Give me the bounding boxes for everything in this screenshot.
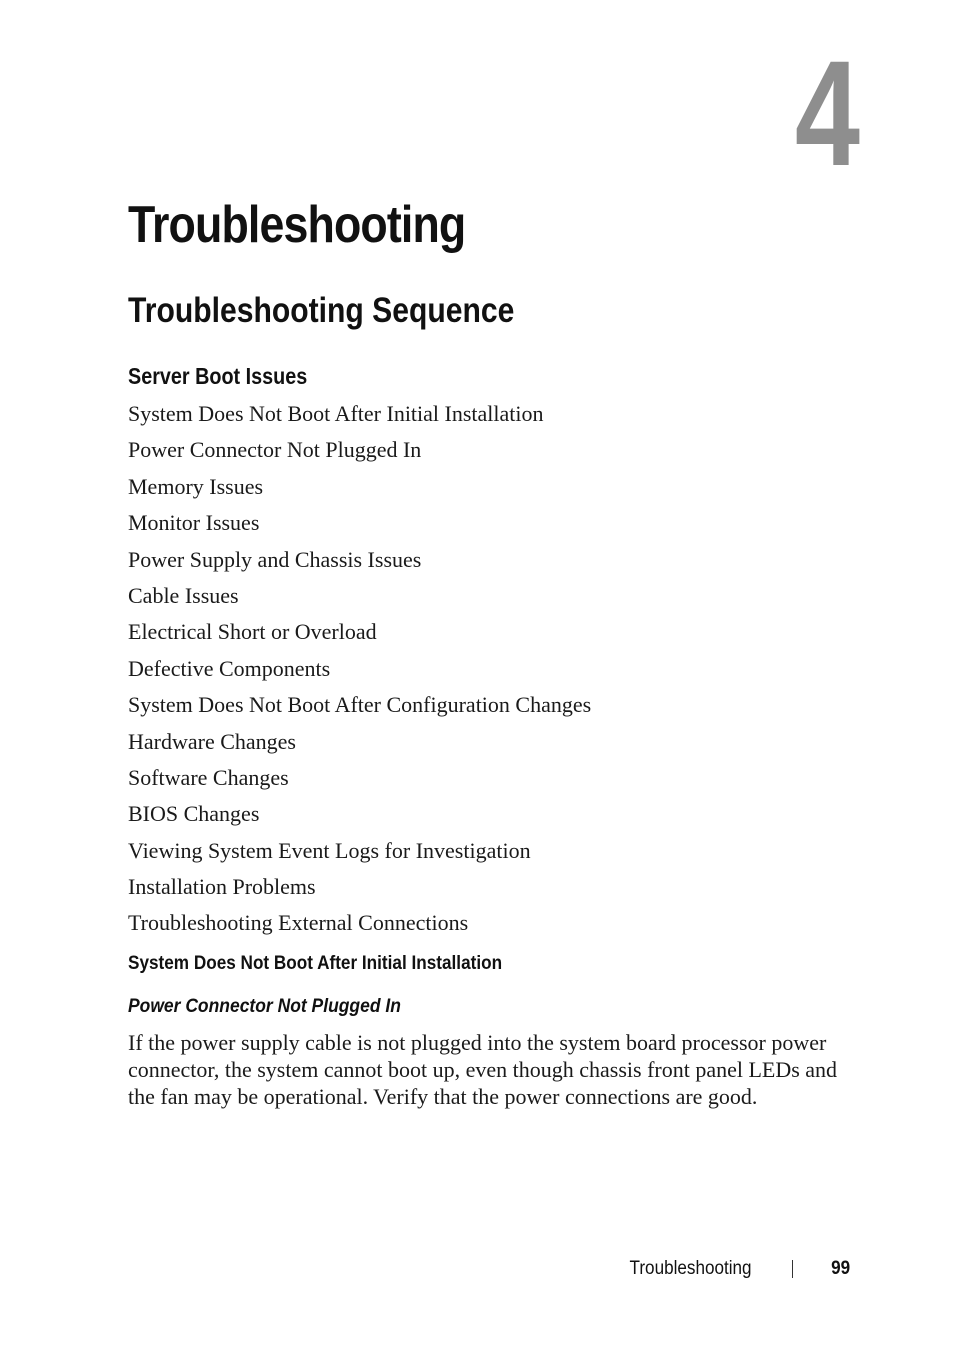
footer-divider [792,1260,793,1278]
page-footer [0,1256,954,1282]
chapter-number: 4 [794,29,860,197]
topic-list-item: Power Connector Not Plugged In [128,437,422,463]
topic-subheading: Power Connector Not Plugged In [128,996,401,1017]
topic-list-item: Viewing System Event Logs for Investigation [128,837,531,863]
topic-list-item: Monitor Issues [128,510,260,536]
topic-list-item: Hardware Changes [128,728,296,754]
topic-list-item: Memory Issues [128,473,264,499]
topic-list-item: BIOS Changes [128,801,260,827]
topic-list-item: Cable Issues [128,582,239,608]
topic-list-item: System Does Not Boot After Configuration Changes [128,692,592,718]
section-title: Troubleshooting Sequence [128,291,515,330]
topic-paragraph: If the power supply cable is not plugged into the system board processor power connector, the system cannot boot up, even though chassis front panel LEDs and the fan may be operational. Verify that the power connections are good. [128,1030,838,1109]
chapter-title: Troubleshooting [128,196,466,254]
footer-chapter-label: Troubleshooting [629,1258,752,1279]
subsection-title: Server Boot Issues [128,363,308,389]
topic-list-item: Electrical Short or Overload [128,619,377,645]
topic-list-item: Power Supply and Chassis Issues [128,546,422,572]
topic-heading: System Does Not Boot After Initial Installation [128,952,503,974]
topic-list-item: System Does Not Boot After Initial Installation [128,401,544,426]
topic-list-item: Troubleshooting External Connections [128,910,469,936]
page-number: 99 [830,1258,850,1279]
topic-list-item: Defective Components [128,655,331,681]
topic-list-item: Installation Problems [128,874,316,900]
topic-list [128,396,591,942]
topic-list-item: Software Changes [128,764,289,790]
